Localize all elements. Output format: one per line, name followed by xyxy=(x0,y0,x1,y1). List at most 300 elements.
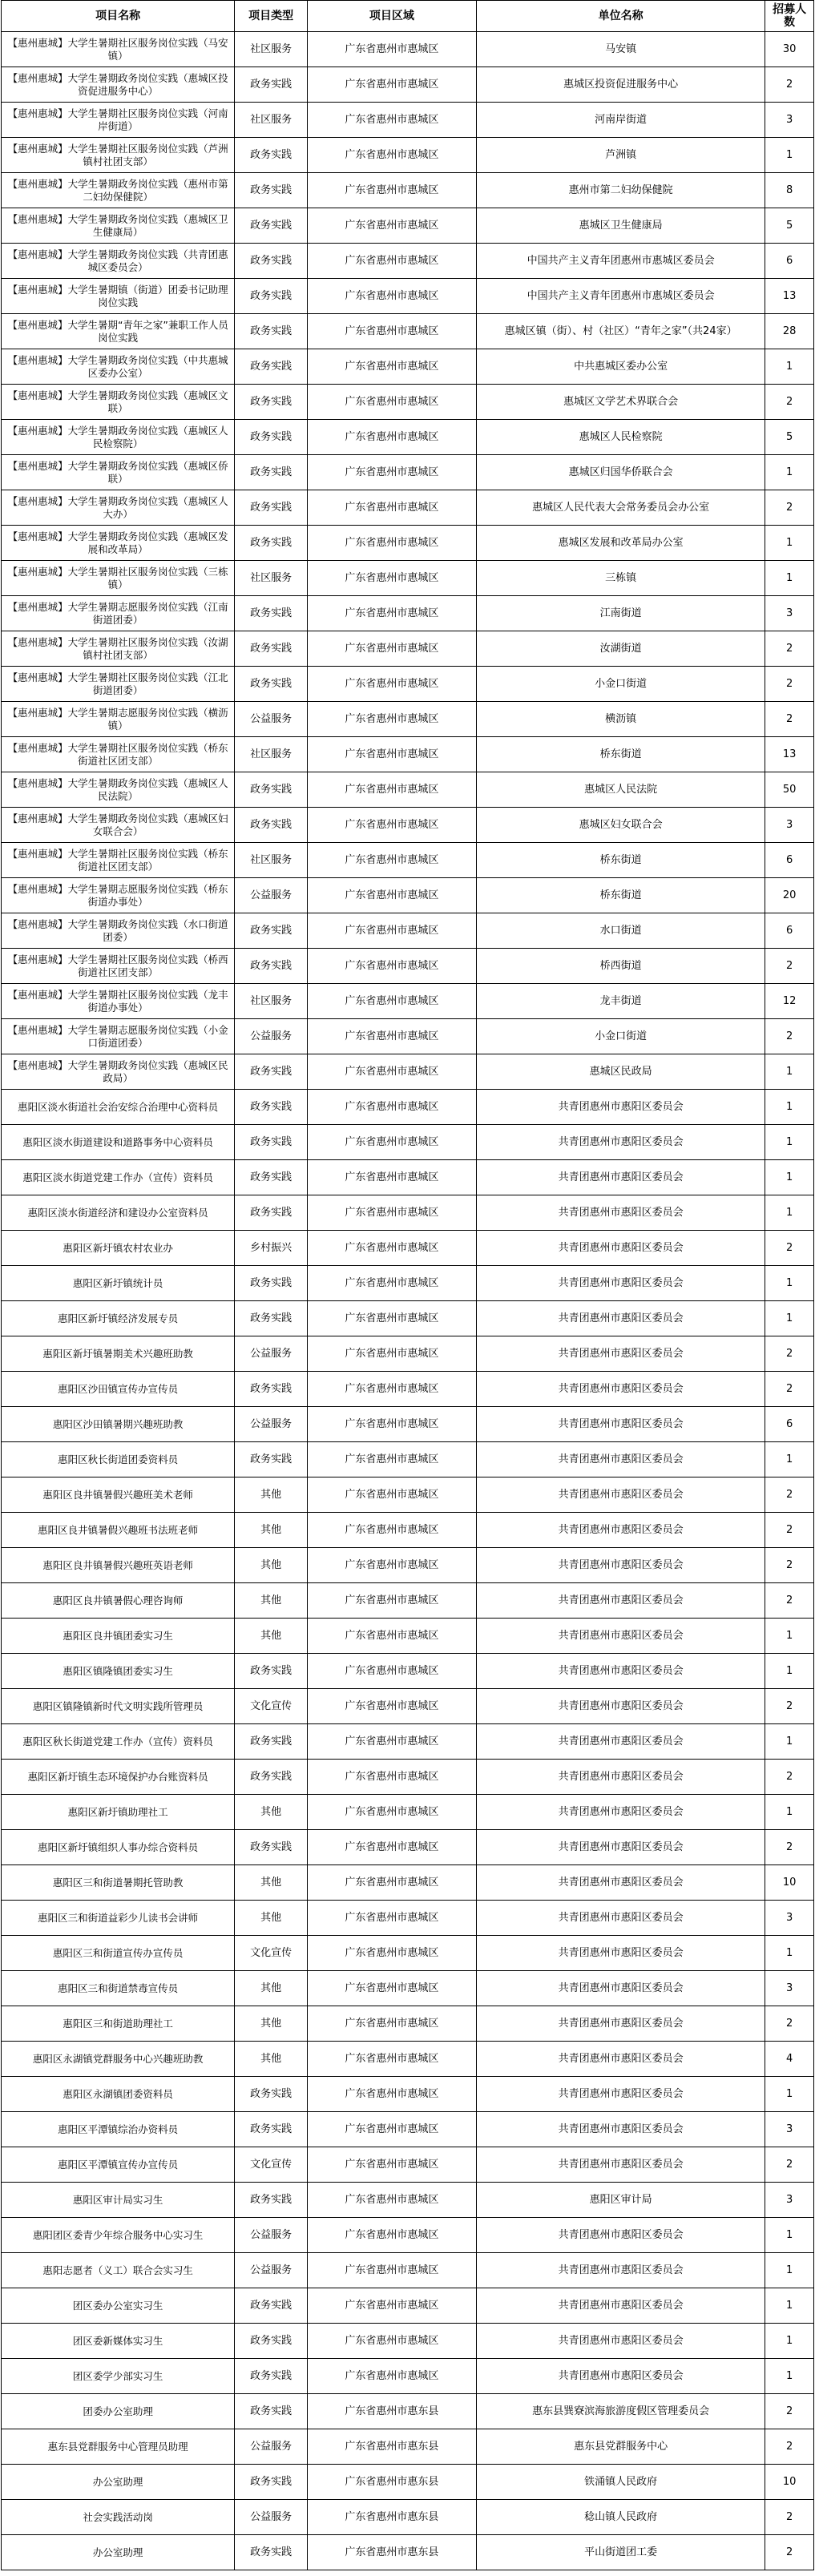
cell-recruit-count: 2 xyxy=(765,1019,814,1054)
table-row xyxy=(2,2429,814,2465)
cell-recruit-count: 1 xyxy=(765,1090,814,1125)
cell-unit-name: 共青团惠州市惠阳区委员会 xyxy=(476,1231,765,1266)
table-row xyxy=(2,103,814,138)
cell-project-name: 惠阳区良井镇暑假兴趣班书法班老师 xyxy=(2,1513,235,1548)
cell-unit-name: 共青团惠州市惠阳区委员会 xyxy=(476,2324,765,2359)
cell-project-type: 政务实践 xyxy=(235,526,308,561)
cell-project-type: 社区服务 xyxy=(235,737,308,772)
cell-project-type: 政务实践 xyxy=(235,1760,308,1795)
cell-project-type: 公益服务 xyxy=(235,1407,308,1442)
cell-unit-name: 共青团惠州市惠阳区委员会 xyxy=(476,2112,765,2147)
cell-project-type: 政务实践 xyxy=(235,2394,308,2429)
cell-project-type: 社区服务 xyxy=(235,32,308,67)
cell-recruit-count: 6 xyxy=(765,244,814,279)
cell-project-type: 政务实践 xyxy=(235,772,308,808)
cell-unit-name: 共青团惠州市惠阳区委员会 xyxy=(476,2218,765,2253)
cell-project-type: 其他 xyxy=(235,2006,308,2042)
table-row xyxy=(2,385,814,420)
cell-project-name: 办公室助理 xyxy=(2,2465,235,2500)
cell-project-name: 【惠州惠城】大学生暑期政务岗位实践（惠城区民政局） xyxy=(2,1054,235,1090)
cell-project-region: 广东省惠州市惠东县 xyxy=(307,2465,476,2500)
cell-project-type: 政务实践 xyxy=(235,1195,308,1231)
cell-project-name: 惠阳区良井镇暑假兴趣班英语老师 xyxy=(2,1548,235,1583)
cell-project-region: 广东省惠州市惠城区 xyxy=(307,2112,476,2147)
cell-unit-name: 桥东街道 xyxy=(476,878,765,913)
cell-unit-name: 芦洲镇 xyxy=(476,138,765,173)
table-row xyxy=(2,138,814,173)
cell-recruit-count: 3 xyxy=(765,808,814,843)
cell-unit-name: 惠东县巽寮滨海旅游度假区管理委员会 xyxy=(476,2394,765,2429)
table-row xyxy=(2,279,814,314)
cell-project-type: 政务实践 xyxy=(235,2112,308,2147)
cell-project-name: 【惠州惠城】大学生暑期社区服务岗位实践（三栋镇） xyxy=(2,561,235,596)
cell-project-type: 公益服务 xyxy=(235,1336,308,1372)
cell-recruit-count: 1 xyxy=(765,1301,814,1336)
cell-project-type: 其他 xyxy=(235,2042,308,2077)
cell-unit-name: 共青团惠州市惠阳区委员会 xyxy=(476,1830,765,1865)
cell-unit-name: 小金口街道 xyxy=(476,1019,765,1054)
cell-project-region: 广东省惠州市惠城区 xyxy=(307,2324,476,2359)
cell-project-region: 广东省惠州市惠城区 xyxy=(307,314,476,349)
table-row xyxy=(2,1195,814,1231)
cell-project-name: 办公室助理 xyxy=(2,2535,235,2570)
table-row xyxy=(2,1090,814,1125)
cell-project-region: 广东省惠州市惠城区 xyxy=(307,67,476,103)
cell-unit-name: 惠城区妇女联合会 xyxy=(476,808,765,843)
cell-recruit-count: 3 xyxy=(765,2112,814,2147)
table-row xyxy=(2,702,814,737)
cell-project-name: 惠阳区新圩镇暑期美术兴趣班助教 xyxy=(2,1336,235,1372)
cell-project-type: 其他 xyxy=(235,1795,308,1830)
cell-unit-name: 共青团惠州市惠阳区委员会 xyxy=(476,1090,765,1125)
cell-recruit-count: 2 xyxy=(765,2147,814,2183)
cell-project-name: 惠阳区三和街道暑期托管助教 xyxy=(2,1865,235,1901)
table-row xyxy=(2,2500,814,2535)
cell-project-region: 广东省惠州市惠城区 xyxy=(307,138,476,173)
cell-project-name: 【惠州惠城】大学生暑期政务岗位实践（惠城区文联） xyxy=(2,385,235,420)
cell-unit-name: 横沥镇 xyxy=(476,702,765,737)
cell-unit-name: 共青团惠州市惠阳区委员会 xyxy=(476,1407,765,1442)
cell-project-region: 广东省惠州市惠城区 xyxy=(307,2042,476,2077)
cell-project-name: 惠阳区三和街道禁毒宣传员 xyxy=(2,1971,235,2006)
table-row xyxy=(2,2006,814,2042)
cell-recruit-count: 2 xyxy=(765,2429,814,2465)
table-row xyxy=(2,772,814,808)
cell-recruit-count: 2 xyxy=(765,1513,814,1548)
cell-project-name: 【惠州惠城】大学生暑期社区服务岗位实践（桥西街道社区团支部） xyxy=(2,949,235,984)
cell-project-region: 广东省惠州市惠东县 xyxy=(307,2394,476,2429)
cell-project-name: 惠阳区良井镇暑假兴趣班美术老师 xyxy=(2,1477,235,1513)
cell-unit-name: 共青团惠州市惠阳区委员会 xyxy=(476,1795,765,1830)
cell-unit-name: 惠城区卫生健康局 xyxy=(476,208,765,244)
cell-unit-name: 共青团惠州市惠阳区委员会 xyxy=(476,1760,765,1795)
cell-recruit-count: 1 xyxy=(765,455,814,490)
cell-recruit-count: 3 xyxy=(765,1971,814,2006)
header-recruit-count: 招募人数 xyxy=(765,1,814,32)
cell-project-name: 【惠州惠城】大学生暑期社区服务岗位实践（龙丰街道办事处） xyxy=(2,984,235,1019)
cell-unit-name: 惠城区人民代表大会常务委员会办公室 xyxy=(476,490,765,526)
table-row xyxy=(2,2288,814,2324)
cell-project-name: 【惠州惠城】大学生暑期政务岗位实践（惠城区人大办） xyxy=(2,490,235,526)
cell-project-name: 惠阳区淡水街道党建工作办（宣传）资料员 xyxy=(2,1160,235,1195)
cell-recruit-count: 2 xyxy=(765,1760,814,1795)
cell-project-name: 惠阳区秋长街道团委资料员 xyxy=(2,1442,235,1477)
cell-project-name: 【惠州惠城】大学生暑期政务岗位实践（惠城区人民检察院） xyxy=(2,420,235,455)
table-row xyxy=(2,984,814,1019)
cell-project-type: 社区服务 xyxy=(235,984,308,1019)
cell-unit-name: 共青团惠州市惠阳区委员会 xyxy=(476,1301,765,1336)
cell-unit-name: 共青团惠州市惠阳区委员会 xyxy=(476,1865,765,1901)
table-row xyxy=(2,2394,814,2429)
cell-project-name: 团区委新媒体实习生 xyxy=(2,2324,235,2359)
cell-project-region: 广东省惠州市惠城区 xyxy=(307,1865,476,1901)
cell-project-type: 政务实践 xyxy=(235,67,308,103)
header-project-name: 项目名称 xyxy=(2,1,235,32)
cell-recruit-count: 50 xyxy=(765,772,814,808)
cell-unit-name: 惠州市第二妇幼保健院 xyxy=(476,173,765,208)
table-row xyxy=(2,32,814,67)
cell-project-region: 广东省惠州市惠东县 xyxy=(307,2500,476,2535)
table-row xyxy=(2,1865,814,1901)
cell-project-region: 广东省惠州市惠城区 xyxy=(307,1231,476,1266)
recruitment-table xyxy=(1,0,814,2570)
cell-project-type: 政务实践 xyxy=(235,631,308,667)
cell-unit-name: 惠城区镇（街）、村（社区）“青年之家”（共24家） xyxy=(476,314,765,349)
cell-project-name: 惠阳区新圩镇统计员 xyxy=(2,1266,235,1301)
cell-project-type: 政务实践 xyxy=(235,1654,308,1689)
cell-project-region: 广东省惠州市惠城区 xyxy=(307,1019,476,1054)
cell-project-type: 公益服务 xyxy=(235,2500,308,2535)
cell-recruit-count: 10 xyxy=(765,2465,814,2500)
cell-project-region: 广东省惠州市惠城区 xyxy=(307,2183,476,2218)
cell-project-type: 政务实践 xyxy=(235,949,308,984)
cell-unit-name: 三栋镇 xyxy=(476,561,765,596)
table-row xyxy=(2,808,814,843)
table-row xyxy=(2,949,814,984)
cell-project-name: 惠阳区新圩镇农村农业办 xyxy=(2,1231,235,1266)
cell-project-name: 惠阳区新圩镇生态环境保护办台账资料员 xyxy=(2,1760,235,1795)
cell-recruit-count: 1 xyxy=(765,2077,814,2112)
cell-unit-name: 河南岸街道 xyxy=(476,103,765,138)
cell-project-name: 【惠州惠城】大学生暑期政务岗位实践（惠城区人民法院） xyxy=(2,772,235,808)
cell-project-type: 其他 xyxy=(235,1971,308,2006)
cell-unit-name: 共青团惠州市惠阳区委员会 xyxy=(476,1583,765,1619)
cell-project-name: 团区委办公室实习生 xyxy=(2,2288,235,2324)
cell-project-name: 【惠州惠城】大学生暑期“青年之家”兼职工作人员岗位实践 xyxy=(2,314,235,349)
cell-project-name: 团区委学少部实习生 xyxy=(2,2359,235,2394)
cell-project-type: 文化宣传 xyxy=(235,1689,308,1724)
cell-unit-name: 惠城区人民检察院 xyxy=(476,420,765,455)
cell-project-region: 广东省惠州市惠城区 xyxy=(307,1689,476,1724)
cell-project-type: 政务实践 xyxy=(235,2288,308,2324)
cell-project-name: 惠阳区三和街道益彩少儿读书会讲师 xyxy=(2,1901,235,1936)
cell-unit-name: 共青团惠州市惠阳区委员会 xyxy=(476,1477,765,1513)
cell-unit-name: 共青团惠州市惠阳区委员会 xyxy=(476,1195,765,1231)
table-row xyxy=(2,1901,814,1936)
cell-recruit-count: 1 xyxy=(765,1936,814,1971)
cell-project-type: 政务实践 xyxy=(235,2077,308,2112)
cell-unit-name: 中共惠城区委办公室 xyxy=(476,349,765,385)
cell-unit-name: 共青团惠州市惠阳区委员会 xyxy=(476,2077,765,2112)
cell-recruit-count: 3 xyxy=(765,596,814,631)
cell-project-region: 广东省惠州市惠城区 xyxy=(307,1583,476,1619)
cell-project-region: 广东省惠州市惠城区 xyxy=(307,1372,476,1407)
cell-recruit-count: 28 xyxy=(765,314,814,349)
cell-project-region: 广东省惠州市惠城区 xyxy=(307,455,476,490)
cell-unit-name: 汝湖街道 xyxy=(476,631,765,667)
header-unit-name: 单位名称 xyxy=(476,1,765,32)
cell-project-region: 广东省惠州市惠城区 xyxy=(307,808,476,843)
cell-project-type: 公益服务 xyxy=(235,2253,308,2288)
cell-project-type: 其他 xyxy=(235,1901,308,1936)
cell-recruit-count: 2 xyxy=(765,702,814,737)
cell-recruit-count: 10 xyxy=(765,1865,814,1901)
table-row xyxy=(2,526,814,561)
cell-unit-name: 惠阳区审计局 xyxy=(476,2183,765,2218)
cell-recruit-count: 2 xyxy=(765,1477,814,1513)
cell-project-name: 惠阳区淡水街道社会治安综合治理中心资料员 xyxy=(2,1090,235,1125)
cell-project-type: 政务实践 xyxy=(235,490,308,526)
cell-project-name: 【惠州惠城】大学生暑期志愿服务岗位实践（小金口街道团委） xyxy=(2,1019,235,1054)
cell-project-region: 广东省惠州市惠城区 xyxy=(307,490,476,526)
cell-recruit-count: 2 xyxy=(765,1231,814,1266)
cell-project-type: 政务实践 xyxy=(235,596,308,631)
cell-project-name: 惠阳区平潭镇宣传办宣传员 xyxy=(2,2147,235,2183)
cell-recruit-count: 2 xyxy=(765,1583,814,1619)
cell-recruit-count: 5 xyxy=(765,420,814,455)
cell-unit-name: 共青团惠州市惠阳区委员会 xyxy=(476,1266,765,1301)
cell-recruit-count: 2 xyxy=(765,1548,814,1583)
cell-project-type: 其他 xyxy=(235,1513,308,1548)
cell-recruit-count: 1 xyxy=(765,1160,814,1195)
table-row xyxy=(2,67,814,103)
table-row xyxy=(2,1936,814,1971)
cell-project-region: 广东省惠州市惠城区 xyxy=(307,913,476,949)
cell-project-name: 惠阳区秋长街道党建工作办（宣传）资料员 xyxy=(2,1724,235,1760)
cell-project-name: 惠阳区良井镇暑假心理咨询师 xyxy=(2,1583,235,1619)
cell-project-name: 惠阳区新圩镇组织人事办综合资料员 xyxy=(2,1830,235,1865)
cell-project-name: 【惠州惠城】大学生暑期志愿服务岗位实践（江南街道团委） xyxy=(2,596,235,631)
table-row xyxy=(2,1795,814,1830)
table-row xyxy=(2,2535,814,2570)
cell-project-name: 惠阳区审计局实习生 xyxy=(2,2183,235,2218)
cell-project-name: 惠阳区沙田镇宣传办宣传员 xyxy=(2,1372,235,1407)
table-row xyxy=(2,667,814,702)
cell-project-region: 广东省惠州市惠城区 xyxy=(307,2359,476,2394)
table-row xyxy=(2,420,814,455)
cell-project-type: 其他 xyxy=(235,1583,308,1619)
cell-unit-name: 共青团惠州市惠阳区委员会 xyxy=(476,1936,765,1971)
cell-project-name: 惠阳区镇隆镇新时代文明实践所管理员 xyxy=(2,1689,235,1724)
cell-project-region: 广东省惠州市惠城区 xyxy=(307,244,476,279)
table-row xyxy=(2,2042,814,2077)
cell-project-type: 政务实践 xyxy=(235,1160,308,1195)
cell-project-name: 社会实践活动岗 xyxy=(2,2500,235,2535)
cell-project-region: 广东省惠州市惠城区 xyxy=(307,667,476,702)
table-row xyxy=(2,1019,814,1054)
cell-recruit-count: 4 xyxy=(765,2042,814,2077)
cell-recruit-count: 13 xyxy=(765,737,814,772)
cell-recruit-count: 1 xyxy=(765,1442,814,1477)
cell-project-type: 政务实践 xyxy=(235,1125,308,1160)
cell-project-name: 惠阳区三和街道助理社工 xyxy=(2,2006,235,2042)
cell-project-type: 政务实践 xyxy=(235,1266,308,1301)
cell-recruit-count: 2 xyxy=(765,385,814,420)
table-row xyxy=(2,173,814,208)
cell-unit-name: 惠城区人民法院 xyxy=(476,772,765,808)
cell-unit-name: 共青团惠州市惠阳区委员会 xyxy=(476,1548,765,1583)
cell-project-region: 广东省惠州市惠城区 xyxy=(307,878,476,913)
cell-recruit-count: 1 xyxy=(765,1054,814,1090)
table-row xyxy=(2,2218,814,2253)
table-row xyxy=(2,2077,814,2112)
cell-project-type: 政务实践 xyxy=(235,1372,308,1407)
cell-recruit-count: 2 xyxy=(765,2394,814,2429)
cell-recruit-count: 1 xyxy=(765,1619,814,1654)
cell-project-name: 【惠州惠城】大学生暑期社区服务岗位实践（马安镇） xyxy=(2,32,235,67)
cell-unit-name: 桥东街道 xyxy=(476,737,765,772)
cell-project-region: 广东省惠州市惠东县 xyxy=(307,2535,476,2570)
cell-project-type: 公益服务 xyxy=(235,878,308,913)
cell-project-type: 公益服务 xyxy=(235,1019,308,1054)
cell-project-type: 政务实践 xyxy=(235,385,308,420)
cell-recruit-count: 1 xyxy=(765,138,814,173)
cell-unit-name: 共青团惠州市惠阳区委员会 xyxy=(476,1654,765,1689)
cell-project-region: 广东省惠州市惠城区 xyxy=(307,1830,476,1865)
cell-unit-name: 共青团惠州市惠阳区委员会 xyxy=(476,1336,765,1372)
cell-recruit-count: 2 xyxy=(765,67,814,103)
table-row xyxy=(2,561,814,596)
cell-project-type: 政务实践 xyxy=(235,2183,308,2218)
cell-unit-name: 共青团惠州市惠阳区委员会 xyxy=(476,2253,765,2288)
cell-project-type: 文化宣传 xyxy=(235,1936,308,1971)
cell-project-region: 广东省惠州市惠城区 xyxy=(307,596,476,631)
cell-recruit-count: 1 xyxy=(765,1125,814,1160)
cell-project-name: 惠阳区平潭镇综治办资料员 xyxy=(2,2112,235,2147)
cell-project-type: 政务实践 xyxy=(235,2535,308,2570)
cell-project-region: 广东省惠州市惠城区 xyxy=(307,702,476,737)
cell-recruit-count: 12 xyxy=(765,984,814,1019)
cell-unit-name: 共青团惠州市惠阳区委员会 xyxy=(476,1125,765,1160)
cell-project-name: 惠阳区永湖镇党群服务中心兴趣班助教 xyxy=(2,2042,235,2077)
table-row xyxy=(2,208,814,244)
cell-project-region: 广东省惠州市惠城区 xyxy=(307,1266,476,1301)
cell-unit-name: 惠城区文学艺术界联合会 xyxy=(476,385,765,420)
cell-unit-name: 惠城区民政局 xyxy=(476,1054,765,1090)
cell-project-region: 广东省惠州市惠城区 xyxy=(307,526,476,561)
cell-unit-name: 共青团惠州市惠阳区委员会 xyxy=(476,1619,765,1654)
cell-project-name: 【惠州惠城】大学生暑期社区服务岗位实践（汝湖镇村社团支部） xyxy=(2,631,235,667)
cell-project-type: 政务实践 xyxy=(235,913,308,949)
table-row xyxy=(2,2183,814,2218)
cell-project-region: 广东省惠州市惠城区 xyxy=(307,1195,476,1231)
cell-project-name: 团委办公室助理 xyxy=(2,2394,235,2429)
table-row xyxy=(2,1830,814,1865)
table-row xyxy=(2,1513,814,1548)
cell-project-name: 【惠州惠城】大学生暑期志愿服务岗位实践（横沥镇） xyxy=(2,702,235,737)
cell-recruit-count: 1 xyxy=(765,561,814,596)
cell-unit-name: 惠东县党群服务中心 xyxy=(476,2429,765,2465)
cell-unit-name: 龙丰街道 xyxy=(476,984,765,1019)
cell-project-name: 【惠州惠城】大学生暑期政务岗位实践（中共惠城区委办公室） xyxy=(2,349,235,385)
cell-project-region: 广东省惠州市惠城区 xyxy=(307,1301,476,1336)
cell-project-type: 政务实践 xyxy=(235,2359,308,2394)
cell-project-type: 政务实践 xyxy=(235,667,308,702)
cell-project-region: 广东省惠州市惠城区 xyxy=(307,1125,476,1160)
table-row xyxy=(2,843,814,878)
cell-unit-name: 小金口街道 xyxy=(476,667,765,702)
cell-project-type: 政务实践 xyxy=(235,455,308,490)
cell-project-name: 惠阳区新圩镇经济发展专员 xyxy=(2,1301,235,1336)
table-row xyxy=(2,1301,814,1336)
cell-project-region: 广东省惠州市惠城区 xyxy=(307,2077,476,2112)
cell-project-region: 广东省惠州市惠城区 xyxy=(307,2147,476,2183)
cell-project-type: 政务实践 xyxy=(235,244,308,279)
cell-project-region: 广东省惠州市惠城区 xyxy=(307,1477,476,1513)
cell-project-type: 政务实践 xyxy=(235,2465,308,2500)
cell-project-type: 政务实践 xyxy=(235,1301,308,1336)
table-row xyxy=(2,2147,814,2183)
cell-unit-name: 惠城区投资促进服务中心 xyxy=(476,67,765,103)
cell-project-region: 广东省惠州市惠城区 xyxy=(307,561,476,596)
table-row xyxy=(2,596,814,631)
cell-recruit-count: 2 xyxy=(765,490,814,526)
cell-project-name: 【惠州惠城】大学生暑期社区服务岗位实践（芦洲镇村社团支部） xyxy=(2,138,235,173)
table-row xyxy=(2,2465,814,2500)
cell-project-type: 政务实践 xyxy=(235,420,308,455)
cell-project-region: 广东省惠州市惠城区 xyxy=(307,32,476,67)
cell-project-type: 政务实践 xyxy=(235,1724,308,1760)
cell-recruit-count: 2 xyxy=(765,1336,814,1372)
cell-unit-name: 共青团惠州市惠阳区委员会 xyxy=(476,2359,765,2394)
cell-project-region: 广东省惠州市惠城区 xyxy=(307,1760,476,1795)
cell-project-name: 【惠州惠城】大学生暑期社区服务岗位实践（河南岸街道） xyxy=(2,103,235,138)
cell-project-name: 惠阳区新圩镇助理社工 xyxy=(2,1795,235,1830)
cell-project-region: 广东省惠州市惠城区 xyxy=(307,279,476,314)
cell-project-region: 广东省惠州市惠城区 xyxy=(307,1407,476,1442)
cell-project-type: 公益服务 xyxy=(235,702,308,737)
cell-project-region: 广东省惠州市惠城区 xyxy=(307,1724,476,1760)
cell-project-region: 广东省惠州市惠城区 xyxy=(307,208,476,244)
cell-project-type: 乡村振兴 xyxy=(235,1231,308,1266)
cell-project-region: 广东省惠州市惠城区 xyxy=(307,1654,476,1689)
cell-project-region: 广东省惠州市惠城区 xyxy=(307,1160,476,1195)
cell-project-name: 惠阳区淡水街道建设和道路事务中心资料员 xyxy=(2,1125,235,1160)
cell-project-region: 广东省惠州市惠城区 xyxy=(307,420,476,455)
table-row xyxy=(2,1054,814,1090)
cell-unit-name: 共青团惠州市惠阳区委员会 xyxy=(476,1689,765,1724)
table-row xyxy=(2,2112,814,2147)
cell-project-region: 广东省惠州市惠城区 xyxy=(307,2218,476,2253)
cell-unit-name: 江南街道 xyxy=(476,596,765,631)
cell-project-name: 【惠州惠城】大学生暑期政务岗位实践（共青团惠城区委员会） xyxy=(2,244,235,279)
table-row xyxy=(2,1619,814,1654)
cell-unit-name: 共青团惠州市惠阳区委员会 xyxy=(476,1372,765,1407)
cell-recruit-count: 2 xyxy=(765,667,814,702)
cell-project-type: 政务实践 xyxy=(235,138,308,173)
cell-project-name: 【惠州惠城】大学生暑期镇（街道）团委书记助理岗位实践 xyxy=(2,279,235,314)
cell-project-name: 【惠州惠城】大学生暑期政务岗位实践（水口街道团委） xyxy=(2,913,235,949)
cell-project-name: 【惠州惠城】大学生暑期政务岗位实践（惠城区卫生健康局） xyxy=(2,208,235,244)
cell-project-region: 广东省惠州市惠城区 xyxy=(307,349,476,385)
table-row xyxy=(2,1477,814,1513)
cell-unit-name: 水口街道 xyxy=(476,913,765,949)
cell-unit-name: 共青团惠州市惠阳区委员会 xyxy=(476,2288,765,2324)
table-row xyxy=(2,737,814,772)
table-row xyxy=(2,1125,814,1160)
table-row xyxy=(2,2324,814,2359)
table-body xyxy=(2,32,814,2570)
